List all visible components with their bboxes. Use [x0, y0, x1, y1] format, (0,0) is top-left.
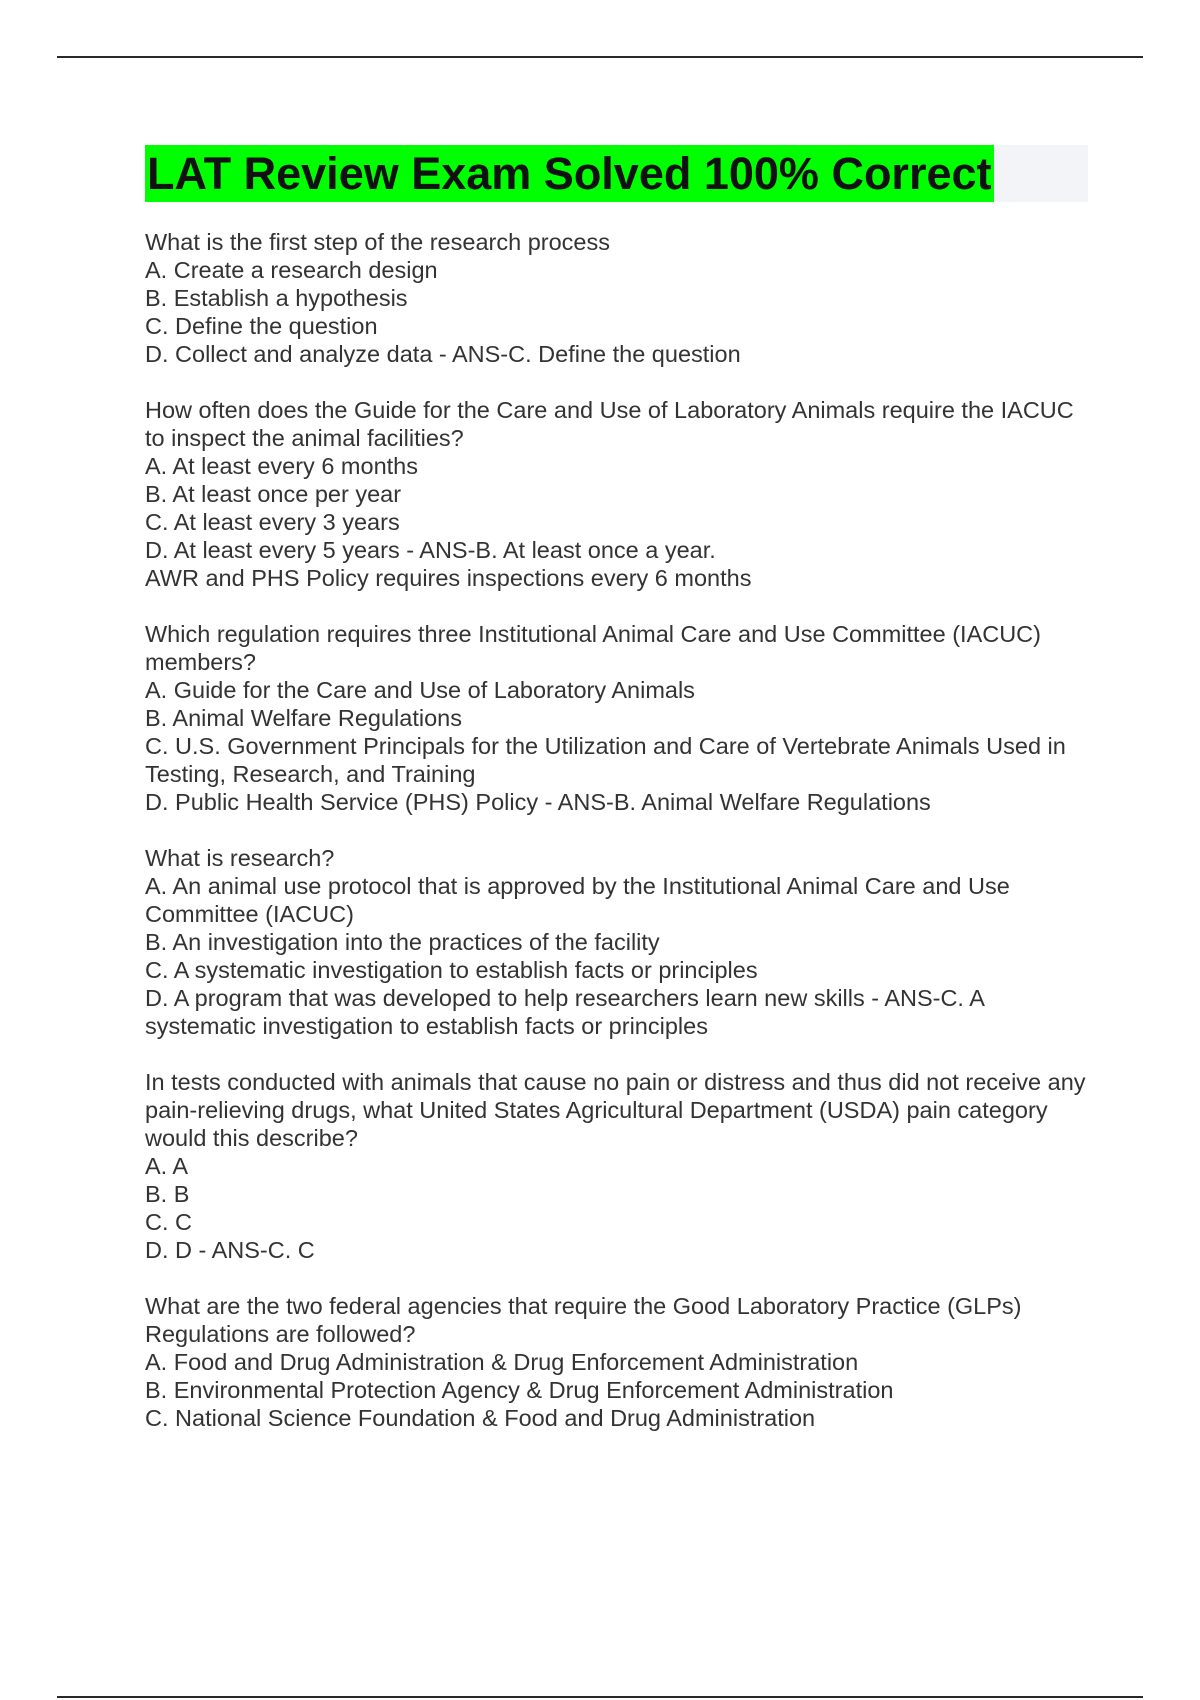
answer-option: D. Public Health Service (PHS) Policy - ANS-B. Animal Welfare Regulations	[145, 789, 931, 815]
answer-option: A. Create a research design	[145, 257, 438, 283]
answer-option: A. Guide for the Care and Use of Laboratory Animals	[145, 677, 695, 703]
document-body	[145, 228, 1095, 1460]
answer-option: A. At least every 6 months	[145, 453, 418, 479]
question-block-4	[145, 844, 1095, 1040]
question-text: In tests conducted with animals that cause no pain or distress and thus did not receive any pain-relieving drugs, what United States Agricultural Department (USDA) pain category would this describe?	[145, 1069, 1093, 1151]
answer-option: C. Define the question	[145, 313, 378, 339]
question-block-2	[145, 396, 1095, 592]
document-title: LAT Review Exam Solved 100% Correct	[145, 145, 994, 202]
answer-option: C. At least every 3 years	[145, 509, 400, 535]
answer-option: A. A	[145, 1153, 189, 1179]
answer-option: B. B	[145, 1181, 190, 1207]
title-banner	[145, 145, 1088, 202]
answer-option: B. Establish a hypothesis	[145, 285, 408, 311]
question-block-6	[145, 1292, 1095, 1432]
question-text: What are the two federal agencies that require the Good Laboratory Practice (GLPs) Regulations are followed?	[145, 1293, 1029, 1347]
answer-option: B. Environmental Protection Agency & Drug Enforcement Administration	[145, 1377, 894, 1403]
question-block-1	[145, 228, 1095, 368]
answer-option: D. A program that was developed to help researchers learn new skills - ANS-C. A systematic investigation to establish facts or principles	[145, 985, 991, 1039]
answer-option: C. A systematic investigation to establish facts or principles	[145, 957, 758, 983]
question-text: Which regulation requires three Institutional Animal Care and Use Committee (IACUC) members?	[145, 621, 1048, 675]
answer-option: C. U.S. Government Principals for the Utilization and Care of Vertebrate Animals Used in Testing, Research, and Training	[145, 733, 1072, 787]
question-block-3	[145, 620, 1095, 816]
answer-option: A. Food and Drug Administration & Drug Enforcement Administration	[145, 1349, 859, 1375]
question-text: What is the first step of the research process	[145, 229, 610, 255]
answer-option: B. Animal Welfare Regulations	[145, 705, 462, 731]
answer-option: D. D - ANS-C. C	[145, 1237, 315, 1263]
question-text: What is research?	[145, 845, 335, 871]
answer-note: AWR and PHS Policy requires inspections every 6 months	[145, 565, 752, 591]
answer-option: D. At least every 5 years - ANS-B. At least once a year.	[145, 537, 716, 563]
question-text: How often does the Guide for the Care and Use of Laboratory Animals require the IACUC to inspect the animal facilities?	[145, 397, 1081, 451]
answer-option: B. An investigation into the practices of the facility	[145, 929, 660, 955]
answer-option: C. National Science Foundation & Food and Drug Administration	[145, 1405, 816, 1431]
question-block-5	[145, 1068, 1095, 1264]
answer-option: C. C	[145, 1209, 192, 1235]
bottom-rule	[57, 1696, 1143, 1698]
answer-option: B. At least once per year	[145, 481, 402, 507]
top-rule	[57, 56, 1143, 58]
answer-option: A. An animal use protocol that is approved by the Institutional Animal Care and Use Committee (IACUC)	[145, 873, 1017, 927]
answer-option: D. Collect and analyze data - ANS-C. Define the question	[145, 341, 741, 367]
